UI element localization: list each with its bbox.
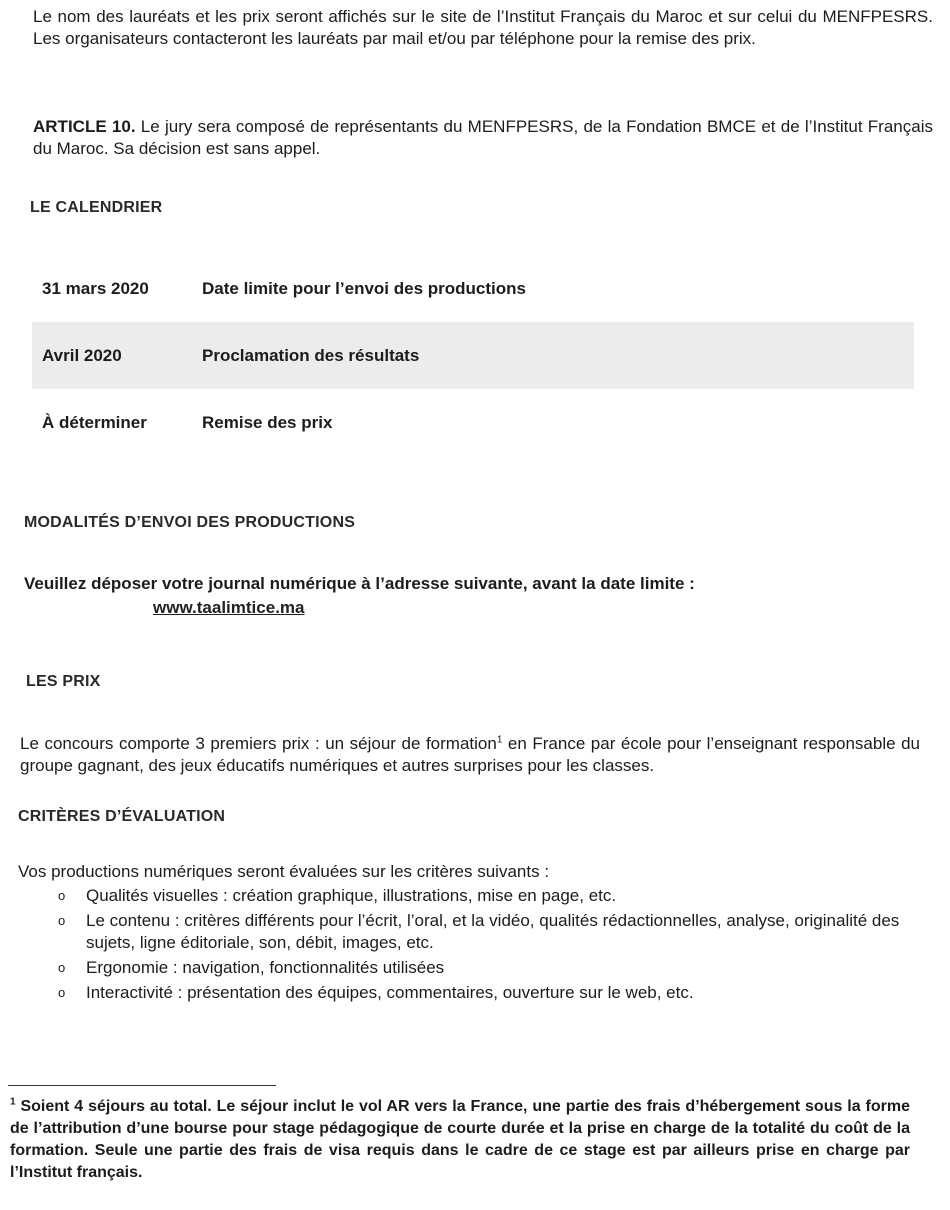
bullet-icon: o: [58, 888, 66, 903]
submission-link[interactable]: www.taalimtice.ma: [153, 598, 305, 617]
criteres-intro: Vos productions numériques seront évaluées sur les critères suivants :: [18, 862, 550, 881]
list-item: [18, 885, 918, 907]
footnote-text: Soient 4 séjours au total. Le séjour inclut le vol AR vers la France, une partie des frais d’hébergement sous la forme de l’attribution d’une bourse pour stage pédagogique de courte durée et la prise en charge de la totalité du coût de la formation. Seule une partie des frais de visa requis dans le cadre de ce stage est par ailleurs prise en charge par l’Institut français.: [10, 1098, 910, 1181]
intro-paragraph: Le nom des lauréats et les prix seront affichés sur le site de l’Institut Français du Maroc et sur celui du MENFPESRS. Les organisateurs contacteront les lauréats par mail et/ou par téléphone pour la remise des prix.: [33, 7, 933, 48]
prix-heading: LES PRIX: [26, 673, 101, 690]
calendar-row: [32, 322, 914, 389]
calendar-heading: LE CALENDRIER: [30, 199, 163, 216]
criteres-list: [18, 885, 918, 1004]
footnote-marker: 1: [10, 1096, 16, 1108]
calendar-description: Date limite pour l’envoi des productions: [202, 278, 526, 298]
calendar-table: [32, 255, 914, 456]
modalites-instruction: Veuillez déposer votre journal numérique à l’adresse suivante, avant la date limite :: [24, 574, 695, 593]
calendar-row: [32, 255, 914, 322]
calendar-description: Proclamation des résultats: [202, 345, 420, 365]
list-item: [18, 982, 918, 1004]
calendar-date: Avril 2020: [42, 345, 122, 365]
list-item-text: Le contenu : critères différents pour l’écrit, l’oral, et la vidéo, qualités rédactionnelles, analyse, originalité des sujets, ligne éditoriale, son, débit, images, etc.: [86, 911, 900, 952]
footnote-separator: [8, 1085, 276, 1086]
calendar-date: À déterminer: [42, 412, 147, 432]
criteres-heading: CRITÈRES D’ÉVALUATION: [18, 808, 226, 825]
modalites-heading: MODALITÉS D’ENVOI DES PRODUCTIONS: [24, 514, 356, 531]
prix-text-before: Le concours comporte 3 premiers prix : un séjour de formation: [20, 734, 497, 753]
article-10-text: Le jury sera composé de représentants du MENFPESRS, de la Fondation BMCE et de l’Institut Français du Maroc. Sa décision est sans appel.: [33, 117, 933, 158]
bullet-icon: o: [58, 913, 66, 928]
calendar-row: [32, 389, 914, 456]
footnote: [10, 1096, 910, 1184]
bullet-icon: o: [58, 960, 66, 975]
prix-paragraph: [20, 733, 920, 777]
article-10-label: ARTICLE 10.: [33, 117, 136, 136]
list-item-text: Ergonomie : navigation, fonctionnalités utilisées: [86, 958, 445, 977]
calendar-date: 31 mars 2020: [42, 278, 149, 298]
list-item-text: Qualités visuelles : création graphique, illustrations, mise en page, etc.: [86, 886, 617, 905]
list-item-text: Interactivité : présentation des équipes, commentaires, ouverture sur le web, etc.: [86, 983, 694, 1002]
bullet-icon: o: [58, 985, 66, 1000]
list-item: [18, 910, 918, 954]
article-10-paragraph: [33, 116, 933, 160]
footnote-reference[interactable]: 1: [496, 734, 503, 746]
list-item: [18, 957, 918, 979]
prix-text-after: en France par école pour l’enseignant responsable du groupe gagnant, des jeux éducatifs numériques et autres surprises pour les classes.: [20, 734, 920, 775]
calendar-description: Remise des prix: [202, 412, 333, 432]
